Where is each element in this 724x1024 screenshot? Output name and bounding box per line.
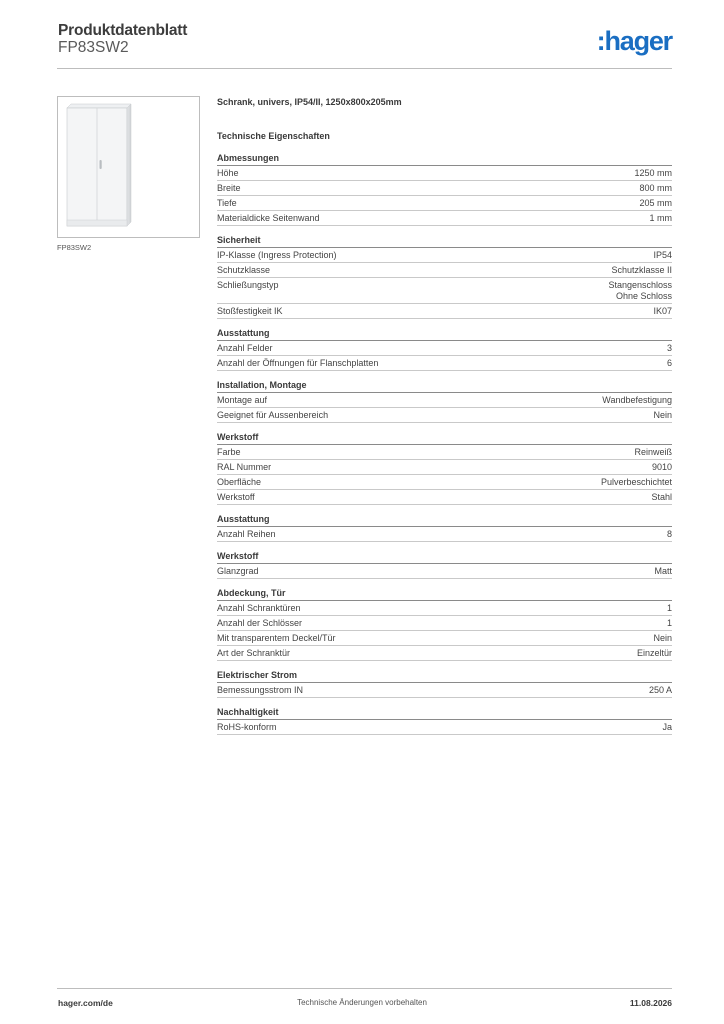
spec-label: Stoßfestigkeit IK [217, 306, 283, 316]
spec-label: Schutzklasse [217, 265, 271, 275]
footer-divider [57, 988, 672, 989]
spec-section [217, 432, 672, 505]
spec-row [217, 408, 672, 423]
spec-label: Oberfläche [217, 477, 262, 487]
spec-label: Werkstoff [217, 492, 255, 502]
section-title: Nachhaltigkeit [217, 707, 672, 720]
spec-value: IK07 [653, 306, 672, 316]
spec-row [217, 720, 672, 735]
spec-value: Reinweiß [634, 447, 672, 457]
image-caption: FP83SW2 [57, 243, 92, 252]
spec-value: 1 mm [649, 213, 672, 223]
spec-label: Schließungstyp [217, 280, 279, 290]
spec-section [217, 153, 672, 226]
spec-row [217, 356, 672, 371]
spec-row [217, 601, 672, 616]
spec-row [217, 475, 672, 490]
spec-label: Tiefe [217, 198, 237, 208]
spec-content [217, 96, 672, 735]
spec-section [217, 235, 672, 319]
spec-row [217, 181, 672, 196]
spec-section [217, 588, 672, 661]
spec-label: Anzahl Reihen [217, 529, 276, 539]
spec-label: Mit transparentem Deckel/Tür [217, 633, 336, 643]
spec-row [217, 211, 672, 226]
spec-label: Art der Schranktür [217, 648, 291, 658]
spec-row [217, 341, 672, 356]
spec-label: Anzahl Schranktüren [217, 603, 301, 613]
section-title: Abdeckung, Tür [217, 588, 672, 601]
spec-label: Bemessungsstrom IN [217, 685, 304, 695]
spec-label: Geeignet für Aussenbereich [217, 410, 329, 420]
spec-sections [217, 153, 672, 735]
spec-row [217, 460, 672, 475]
spec-label: Breite [217, 183, 241, 193]
section-title: Sicherheit [217, 235, 672, 248]
page-title: Produktdatenblatt [58, 22, 188, 39]
spec-row [217, 683, 672, 698]
spec-section [217, 551, 672, 579]
spec-row [217, 646, 672, 661]
spec-value: 800 mm [639, 183, 672, 193]
tech-heading: Technische Eigenschaften [217, 131, 330, 141]
header-divider [57, 68, 672, 69]
spec-value: Einzeltür [636, 648, 672, 658]
spec-row [217, 248, 672, 263]
spec-row [217, 166, 672, 181]
spec-label: Höhe [217, 168, 239, 178]
article-number: FP83SW2 [58, 39, 129, 56]
spec-section [217, 380, 672, 423]
footer-disclaimer: Technische Änderungen vorbehalten [297, 998, 427, 1007]
spec-row [217, 616, 672, 631]
spec-row [217, 304, 672, 319]
cabinet-photo-icon [65, 102, 133, 230]
section-title: Abmessungen [217, 153, 672, 166]
spec-row [217, 490, 672, 505]
spec-section [217, 514, 672, 542]
spec-row [217, 263, 672, 278]
spec-value: Schutzklasse II [611, 265, 672, 275]
spec-row [217, 445, 672, 460]
spec-value: Matt [654, 566, 672, 576]
spec-label: Glanzgrad [217, 566, 259, 576]
spec-value: 8 [666, 529, 672, 539]
section-title: Installation, Montage [217, 380, 672, 393]
spec-section [217, 707, 672, 735]
spec-label: Anzahl Felder [217, 343, 273, 353]
spec-value: 1250 mm [634, 168, 672, 178]
spec-value: 6 [666, 358, 672, 368]
hager-logo: :hager [596, 26, 672, 56]
spec-value: 1 [666, 603, 672, 613]
section-title: Werkstoff [217, 432, 672, 445]
spec-section [217, 328, 672, 371]
spec-row [217, 278, 672, 304]
spec-label: Materialdicke Seitenwand [217, 213, 320, 223]
spec-value: Ja [662, 722, 672, 732]
spec-label: IP-Klasse (Ingress Protection) [217, 250, 337, 260]
spec-value: Nein [653, 633, 672, 643]
product-title: Schrank, univers, IP54/II, 1250x800x205mm [217, 97, 402, 107]
spec-label: RAL Nummer [217, 462, 272, 472]
spec-value: Stahl [651, 492, 672, 502]
spec-row [217, 393, 672, 408]
spec-row [217, 631, 672, 646]
spec-value: Pulverbeschichtet [600, 477, 672, 487]
footer-date: 11.08.2026 [629, 998, 672, 1008]
spec-value: 250 A [648, 685, 672, 695]
spec-row [217, 564, 672, 579]
spec-value: 1 [666, 618, 672, 628]
section-title: Ausstattung [217, 514, 672, 527]
footer-website: hager.com/de [58, 998, 113, 1008]
spec-value: 205 mm [639, 198, 672, 208]
section-title: Werkstoff [217, 551, 672, 564]
spec-section [217, 670, 672, 698]
spec-value: 3 [666, 343, 672, 353]
spec-value: Wandbefestigung [602, 395, 672, 405]
spec-row [217, 527, 672, 542]
spec-label: Anzahl der Öffnungen für Flanschplatten [217, 358, 379, 368]
spec-value: IP54 [653, 250, 672, 260]
spec-row [217, 196, 672, 211]
section-title: Ausstattung [217, 328, 672, 341]
spec-label: Montage auf [217, 395, 268, 405]
spec-value: Nein [653, 410, 672, 420]
spec-value: 9010 [651, 462, 672, 472]
product-image-frame [57, 96, 200, 238]
spec-label: RoHS-konform [217, 722, 277, 732]
spec-label: Farbe [217, 447, 241, 457]
spec-value: Stangenschloss Ohne Schloss [608, 280, 672, 301]
spec-label: Anzahl der Schlösser [217, 618, 303, 628]
section-title: Elektrischer Strom [217, 670, 672, 683]
